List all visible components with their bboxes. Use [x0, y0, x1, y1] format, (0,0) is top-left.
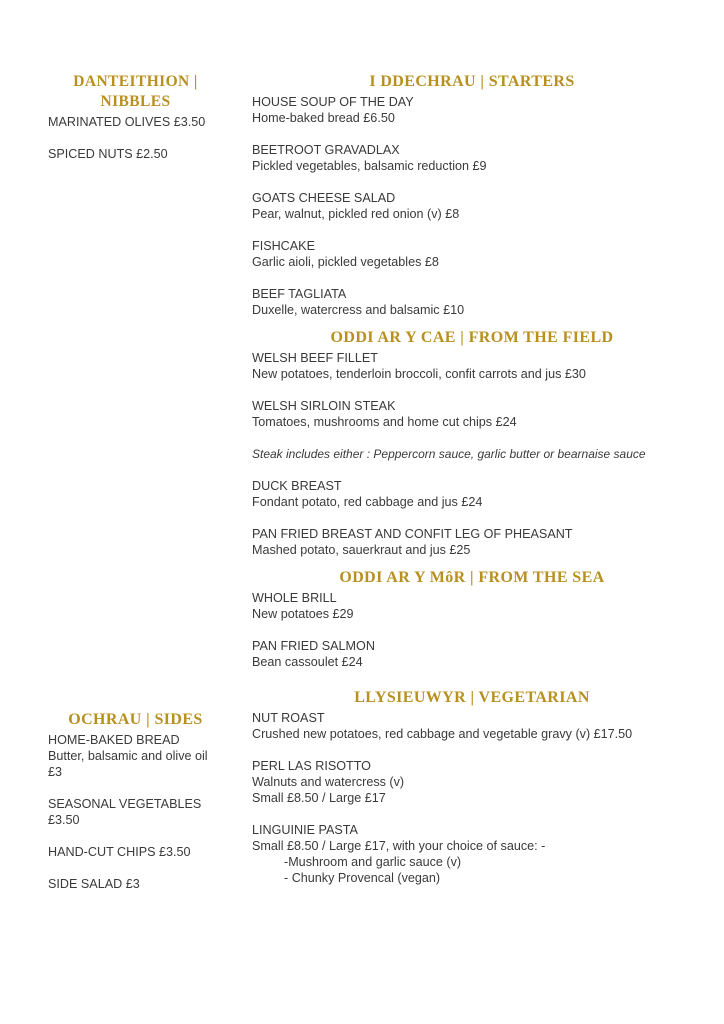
- item-name: PAN FRIED BREAST AND CONFIT LEG OF PHEASANT: [252, 527, 573, 541]
- item-description: Pickled vegetables, balsamic reduction £9: [252, 159, 487, 173]
- menu-item: [252, 478, 692, 510]
- item-name: PAN FRIED SALMON: [252, 639, 375, 653]
- sea-heading: ODDI AR Y MôR | FROM THE SEA: [339, 569, 605, 586]
- menu-item: [252, 94, 692, 126]
- menu-item: [252, 142, 692, 174]
- menu-item: [48, 844, 223, 860]
- item-name: HAND-CUT CHIPS £3.50: [48, 845, 191, 859]
- item-name: WELSH BEEF FILLET: [252, 351, 378, 365]
- menu-item: [252, 398, 692, 430]
- item-description: New potatoes £29: [252, 607, 354, 621]
- field-section: [252, 328, 692, 558]
- item-name: GOATS CHEESE SALAD: [252, 191, 396, 205]
- item-description: New potatoes, tenderloin broccoli, confit carrots and jus £30: [252, 367, 586, 381]
- item-name: WHOLE BRILL: [252, 591, 337, 605]
- nibbles-heading: DANTEITHION | NIBBLES: [73, 73, 198, 110]
- menu-item: [252, 638, 692, 670]
- menu-item: [48, 114, 223, 130]
- menu-item: [48, 732, 223, 780]
- starters-heading: I DDECHRAU | STARTERS: [369, 73, 575, 90]
- sauce-option: -Mushroom and garlic sauce (v): [284, 855, 462, 869]
- item-name: SPICED NUTS £2.50: [48, 147, 168, 161]
- menu-item: [48, 146, 223, 162]
- item-name: FISHCAKE: [252, 239, 315, 253]
- field-heading: ODDI AR Y CAE | FROM THE FIELD: [330, 329, 614, 346]
- menu-item: [252, 822, 692, 886]
- item-name: NUT ROAST: [252, 711, 325, 725]
- item-description: Bean cassoulet £24: [252, 655, 363, 669]
- item-name: HOME-BAKED BREAD: [48, 733, 180, 747]
- main-menu: [252, 72, 692, 902]
- item-name: HOUSE SOUP OF THE DAY: [252, 95, 414, 109]
- menu-item: [252, 286, 692, 318]
- menu-item: [252, 190, 692, 222]
- item-description: Duxelle, watercress and balsamic £10: [252, 303, 465, 317]
- item-name: WELSH SIRLOIN STEAK: [252, 399, 396, 413]
- sea-section: [252, 568, 692, 670]
- starters-section: [252, 72, 692, 318]
- menu-item: [252, 526, 692, 558]
- item-price: Small £8.50 / Large £17: [252, 791, 386, 805]
- item-name: PERL LAS RISOTTO: [252, 759, 371, 773]
- menu-item: [252, 758, 692, 806]
- menu-item: [252, 350, 692, 382]
- menu-item: [48, 796, 223, 828]
- item-description: Small £8.50 / Large £17, with your choice of sauce: -: [252, 839, 546, 853]
- sauce-option: - Chunky Provencal (vegan): [284, 871, 441, 885]
- vegetarian-section: [252, 688, 692, 886]
- item-description: Walnuts and watercress (v): [252, 775, 405, 789]
- item-name: LINGUINIE PASTA: [252, 823, 358, 837]
- item-name: BEETROOT GRAVADLAX: [252, 143, 400, 157]
- menu-item: [252, 590, 692, 622]
- item-description: Tomatoes, mushrooms and home cut chips £24: [252, 415, 517, 429]
- item-description: Fondant potato, red cabbage and jus £24: [252, 495, 483, 509]
- sides-heading: OCHRAU | SIDES: [68, 711, 203, 728]
- menu-item: [48, 876, 223, 892]
- sides-section: [48, 710, 223, 908]
- item-description: Garlic aioli, pickled vegetables £8: [252, 255, 439, 269]
- item-description: Pear, walnut, pickled red onion (v) £8: [252, 207, 460, 221]
- menu-item: [252, 238, 692, 270]
- item-description: Mashed potato, sauerkraut and jus £25: [252, 543, 471, 557]
- item-name: SIDE SALAD £3: [48, 877, 140, 891]
- menu-item: [252, 710, 692, 742]
- item-description: Home-baked bread £6.50: [252, 111, 395, 125]
- item-name: SEASONAL VEGETABLES £3.50: [48, 797, 202, 827]
- item-name: BEEF TAGLIATA: [252, 287, 347, 301]
- vegetarian-heading: LLYSIEUWYR | VEGETARIAN: [354, 689, 590, 706]
- sauce-note: Steak includes either : Peppercorn sauce, garlic butter or bearnaise sauce: [252, 447, 646, 461]
- steak-note: [252, 446, 692, 462]
- item-name: DUCK BREAST: [252, 479, 342, 493]
- nibbles-section: [48, 72, 223, 178]
- item-name: MARINATED OLIVES £3.50: [48, 115, 206, 129]
- item-description: Butter, balsamic and olive oil £3: [48, 749, 208, 779]
- item-description: Crushed new potatoes, red cabbage and vegetable gravy (v) £17.50: [252, 727, 633, 741]
